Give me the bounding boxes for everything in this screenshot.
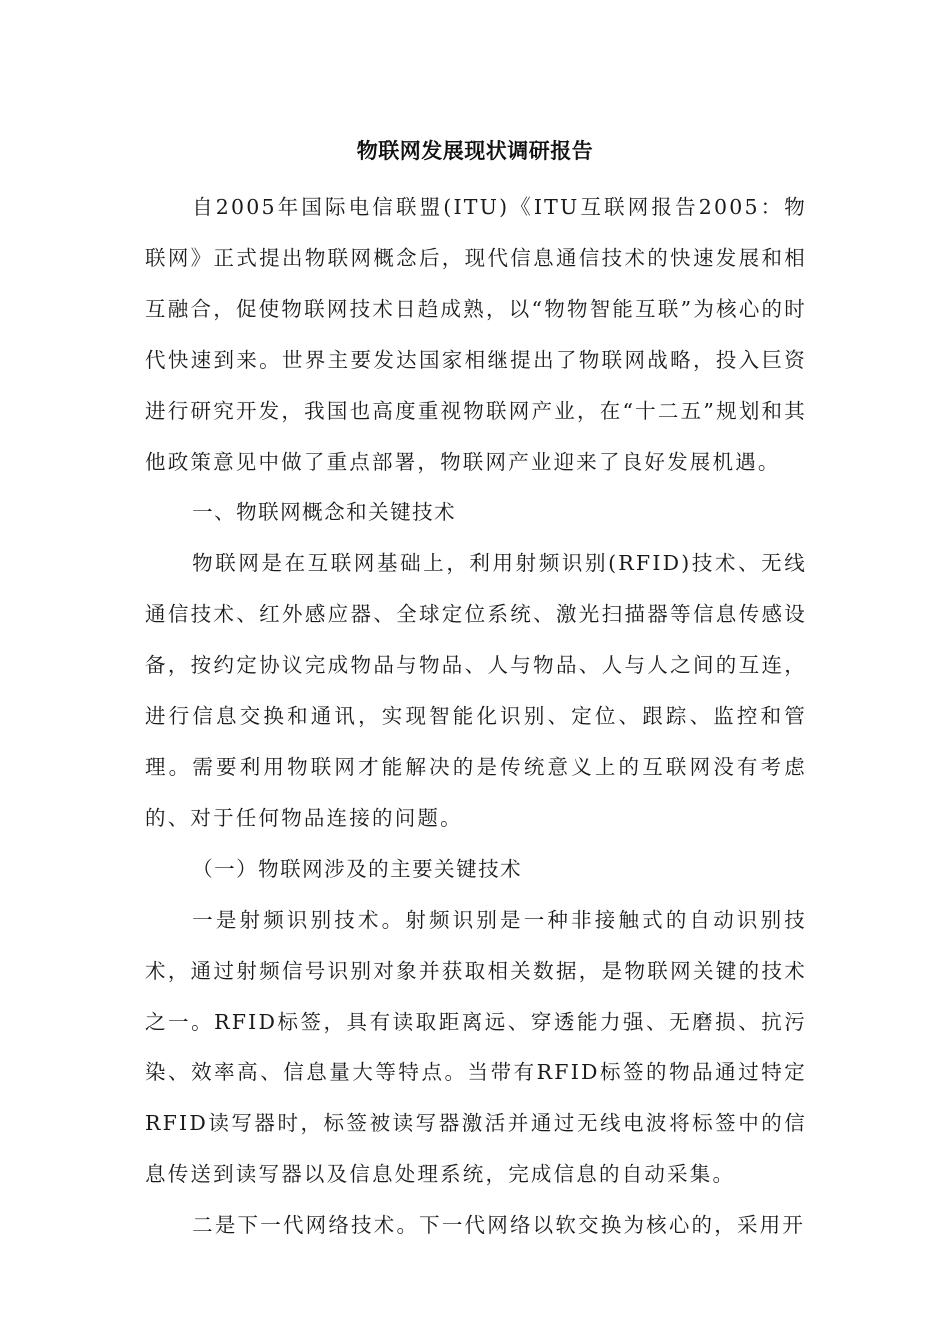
paragraph-definition: 物联网是在互联网基础上，利用射频识别(RFID)技术、无线通信技术、红外感应器、全球定位系统、激光扫描器等信息传感设备，按约定协议完成物品与物品、人与物品、人与人之间的互连，进行信息交换和通讯，实现智能化识别、定位、跟踪、监控和管理。需要利用物联网才能解决的是传统意义上的互联网没有考虑的、对于任何物品连接的问题。 xyxy=(145,551,807,830)
subsection-heading-1: （一）物联网涉及的主要关键技术 xyxy=(192,856,523,881)
document-body xyxy=(145,182,807,1251)
paragraph-ngn: 二是下一代网络技术。下一代网络以软交换为核心的，采用开 xyxy=(192,1213,806,1238)
paragraph-rfid: 一是射频识别技术。射频识别是一种非接触式的自动识别技术，通过射频信号识别对象并获取相关数据，是物联网关键的技术之一。RFID标签，具有读取距离远、穿透能力强、无磨损、抗污染、效率高、信息量大等特点。当带有RFID标签的物品通过特定RFID读写器时，标签被读写器激活并通过无线电波将标签中的信息传送到读写器以及信息处理系统，完成信息的自动采集。 xyxy=(145,907,807,1187)
paragraph-intro: 自2005年国际电信联盟(ITU)《ITU互联网报告2005：物联网》正式提出物联网概念后，现代信息通信技术的快速发展和相互融合，促使物联网技术日趋成熟，以“物物智能互联”为核心的时代快速到来。世界主要发达国家相继提出了物联网战略，投入巨资进行研究开发，我国也高度重视物联网产业，在“十二五”规划和其他政策意见中做了重点部署，物联网产业迎来了良好发展机遇。 xyxy=(145,195,807,474)
section-heading-1: 一、物联网概念和关键技术 xyxy=(192,500,457,525)
document-title: 物联网发展现状调研报告 xyxy=(356,139,594,163)
